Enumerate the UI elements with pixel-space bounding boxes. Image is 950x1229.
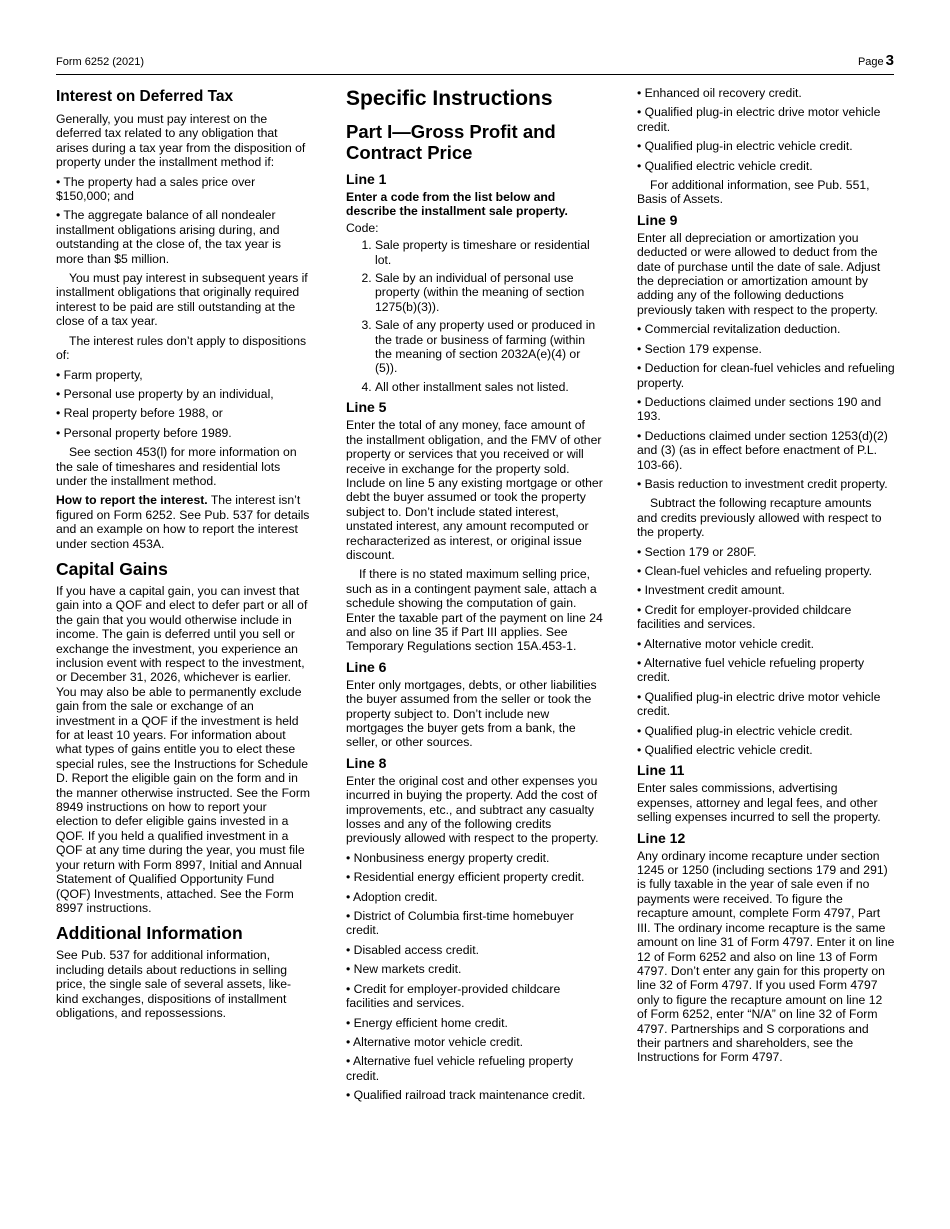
- section-title-additional-info: Additional Information: [56, 923, 243, 944]
- bullet: • Qualified electric vehicle credit.: [637, 743, 813, 758]
- paragraph: The interest rules don’t apply to dispositions of:: [56, 333, 307, 363]
- bullet: • Nonbusiness energy property credit.: [346, 850, 550, 865]
- bullet: • Alternative fuel vehicle refueling property credit.: [637, 656, 865, 685]
- code-label: Code:: [346, 220, 379, 235]
- bullet: • Qualified railroad track maintenance credit.: [346, 1088, 586, 1103]
- bullet: • Personal property before 1989.: [56, 425, 232, 440]
- column-2: [346, 86, 604, 1108]
- paragraph: See section 453(l) for more information on the sale of timeshares and residential lots under the installment method.: [56, 445, 297, 488]
- bullet: • The property had a sales price over $150,000; and: [56, 174, 256, 204]
- column-3: [637, 86, 895, 1070]
- bullet: • Deductions claimed under section 1253(d)(2) and (3) (as in effect before enactment of P.L. 103-66).: [637, 428, 888, 472]
- bullet: • Qualified plug-in electric drive motor vehicle credit.: [637, 105, 881, 134]
- paragraph: If there is no stated maximum selling price, such as in a contingent payment sale, attach a schedule showing the computation of gain. Enter the taxable part of the payment on line 24 and also on line 35 if Part III applies. See Temporary Regulations section 15A.453-1.: [346, 567, 603, 654]
- bullet: • Disabled access credit.: [346, 942, 479, 957]
- bullet: • Qualified electric vehicle credit.: [637, 158, 813, 173]
- bullet: • Clean-fuel vehicles and refueling property.: [637, 563, 873, 578]
- bullet: • New markets credit.: [346, 962, 462, 977]
- line-heading: Line 8: [346, 754, 387, 771]
- bullet: • Enhanced oil recovery credit.: [637, 86, 802, 100]
- bullet: • The aggregate balance of all nondealer installment obligations arising during, and outstanding at the close of, the tax year is more than $5 million.: [56, 208, 281, 266]
- column-1: [56, 86, 312, 1025]
- bullet: • Alternative fuel vehicle refueling property credit.: [346, 1054, 574, 1083]
- line-heading: Line 12: [637, 829, 686, 846]
- paragraph: Subtract the following recapture amounts and credits previously allowed with respect to the property.: [637, 496, 882, 540]
- bullet: • Commercial revitalization deduction.: [637, 322, 841, 337]
- paragraph: See Pub. 537 for additional information, including details about reductions in selling price, the single sale of several assets, like-kind exchanges, dispositions of installment obligations, and repossessions.: [56, 948, 292, 1020]
- line-heading: Line 1: [346, 171, 387, 187]
- bullet: • Deduction for clean-fuel vehicles and refueling property.: [637, 361, 895, 390]
- bullet: • Section 179 expense.: [637, 341, 762, 356]
- paragraph: Enter only mortgages, debts, or other liabilities the buyer assumed from the seller or took the property subject to. Don’t include new mortgages the buyer gets from a bank, the seller, or other sources.: [346, 677, 597, 750]
- paragraph: Enter sales commissions, advertising expenses, attorney and legal fees, and other selling expenses incurred to sell the property.: [637, 781, 881, 825]
- bullet: • Basis reduction to investment credit property.: [637, 476, 888, 491]
- page-title: Specific Instructions: [346, 87, 553, 110]
- paragraph: If you have a capital gain, you can invest that gain into a QOF and elect to defer part or all of the gain that you would otherwise include in income. The gain is deferred until you sell or exchange the investment, you experience an inclusion event with respect to the investment, or December 31, 2026, whichever is earlier. You may also be able to permanently exclude gain from the sale or exchange of an investment in a QOF if the investment is held for at least 10 years. For information about what types of gains entitle you to elect these special rules, see the Instructions for Schedule D. Report the eligible gain on the form and in the manner otherwise instructed. See the Form 8949 instructions on how to report your election to defer eligible gains invested in a QOF. If you held a qualified investment in a QOF at any time during the year, you must file your return with Form 8997, Initial and Annual Statement of Qualified Opportunity Fund (QOF) Investments, attached. See the Form 8997 instructions.: [56, 583, 311, 915]
- part-title: Part I—Gross Profit and Contract Price: [346, 121, 556, 163]
- line-heading: Line 6: [346, 658, 387, 675]
- line-heading: Line 9: [637, 211, 678, 228]
- bullet: • Residential energy efficient property credit.: [346, 870, 585, 885]
- paragraph: You must pay interest in subsequent years if installment obligations that originally required interest to be paid are still outstanding at the close of a tax year.: [56, 271, 308, 329]
- bullet: • Personal use property by an individual,: [56, 386, 274, 401]
- line-heading: Line 11: [637, 762, 685, 779]
- paragraph: Enter all depreciation or amortization you deducted or were allowed to deduct from the date of purchase until the date of sale. Adjust the depreciation or amortization amount by adding any of the following deductions previously taken with respect to the property.: [637, 230, 881, 317]
- line-heading: Line 5: [346, 399, 387, 416]
- paragraph: Enter the original cost and other expenses you incurred in buying the property. Add the cost of improvements, etc., and subtract any casualty losses and any of the following credits previously allowed with respect to the property.: [346, 773, 599, 846]
- list-item: 1. Sale property is timeshare or residential lot.: [375, 238, 604, 267]
- bullet: • Qualified plug-in electric vehicle credit.: [637, 139, 853, 154]
- list-item: 4. All other installment sales not listed.: [375, 380, 604, 394]
- list-item: 3. Sale of any property used or produced in the trade or business of farming (within the meaning of section 2032A(e)(4) or (5)).: [375, 318, 604, 376]
- paragraph: How to report the interest. The interest isn’t figured on Form 6252. See Pub. 537 for details and an example on how to report the interest under section 453A.: [56, 493, 310, 551]
- bullet: • Credit for employer-provided childcare facilities and services.: [637, 602, 852, 632]
- bullet: • Real property before 1988, or: [56, 406, 223, 421]
- bullet: • Alternative motor vehicle credit.: [637, 636, 814, 651]
- form-id: Form 6252 (2021): [56, 56, 145, 68]
- bullet: • Qualified plug-in electric vehicle credit.: [637, 723, 853, 738]
- paragraph: For additional information, see Pub. 551, Basis of Assets.: [637, 178, 870, 207]
- section-title-capital-gains: Capital Gains: [56, 558, 168, 579]
- paragraph: Enter the total of any money, face amount of the installment obligation, and the FMV of other property or services that you received or will receive in exchange for the property sold. Include on line 5 any existing mortgage or other debt the buyer assumed or took the property subject to. Don’t include stated interest, unstated interest, any amount recomputed or recharacterized as interest, or original issue discount.: [346, 418, 603, 562]
- bullet: • Energy efficient home credit.: [346, 1015, 508, 1030]
- list-item: 2. Sale by an individual of personal use property (within the meaning of section 1275(b)(3)).: [375, 271, 604, 314]
- bullet: • Deductions claimed under sections 190 and 193.: [637, 394, 882, 424]
- page-header: [56, 52, 894, 75]
- bullet: • Credit for employer-provided childcare facilities and services.: [346, 981, 561, 1011]
- paragraph: Generally, you must pay interest on the deferred tax related to any obligation that arises during a tax year from the disposition of property under the installment method if:: [56, 112, 306, 170]
- bullet: • Alternative motor vehicle credit.: [346, 1034, 523, 1049]
- section-title-interest: Interest on Deferred Tax: [56, 88, 234, 105]
- bullet: • Section 179 or 280F.: [637, 544, 757, 559]
- bullet: • Farm property,: [56, 367, 143, 382]
- paragraph: Enter a code from the list below and describe the installment sale property.: [346, 190, 568, 219]
- paragraph: Any ordinary income recapture under section 1245 or 1250 (including sections 179 and 291) is fully taxable in the year of sale even if no payments were received. To figure the recapture amount, complete Form 4797, Part III. The ordinary income recapture is the same amount on line 31 of Form 4797. Enter it on line 12 of Form 6252 and also on line 13 of Form 4797. Don’t enter any gain for this property on line 32 of Form 4797. If you used Form 4797 only to figure the recapture amount on line 12 of Form 6252, enter “N/A” on line 32 of Form 4797. Partnerships and S corporations and their partners and shareholders, see the Instructions for Form 4797.: [637, 848, 895, 1065]
- bullet: • Qualified plug-in electric drive motor vehicle credit.: [637, 689, 881, 719]
- bullet: • Adoption credit.: [346, 889, 438, 904]
- bullet: • District of Columbia first-time homebuyer credit.: [346, 909, 574, 938]
- page-number: Page 3: [857, 52, 894, 69]
- code-list: [346, 238, 604, 394]
- bullet: • Investment credit amount.: [637, 583, 785, 598]
